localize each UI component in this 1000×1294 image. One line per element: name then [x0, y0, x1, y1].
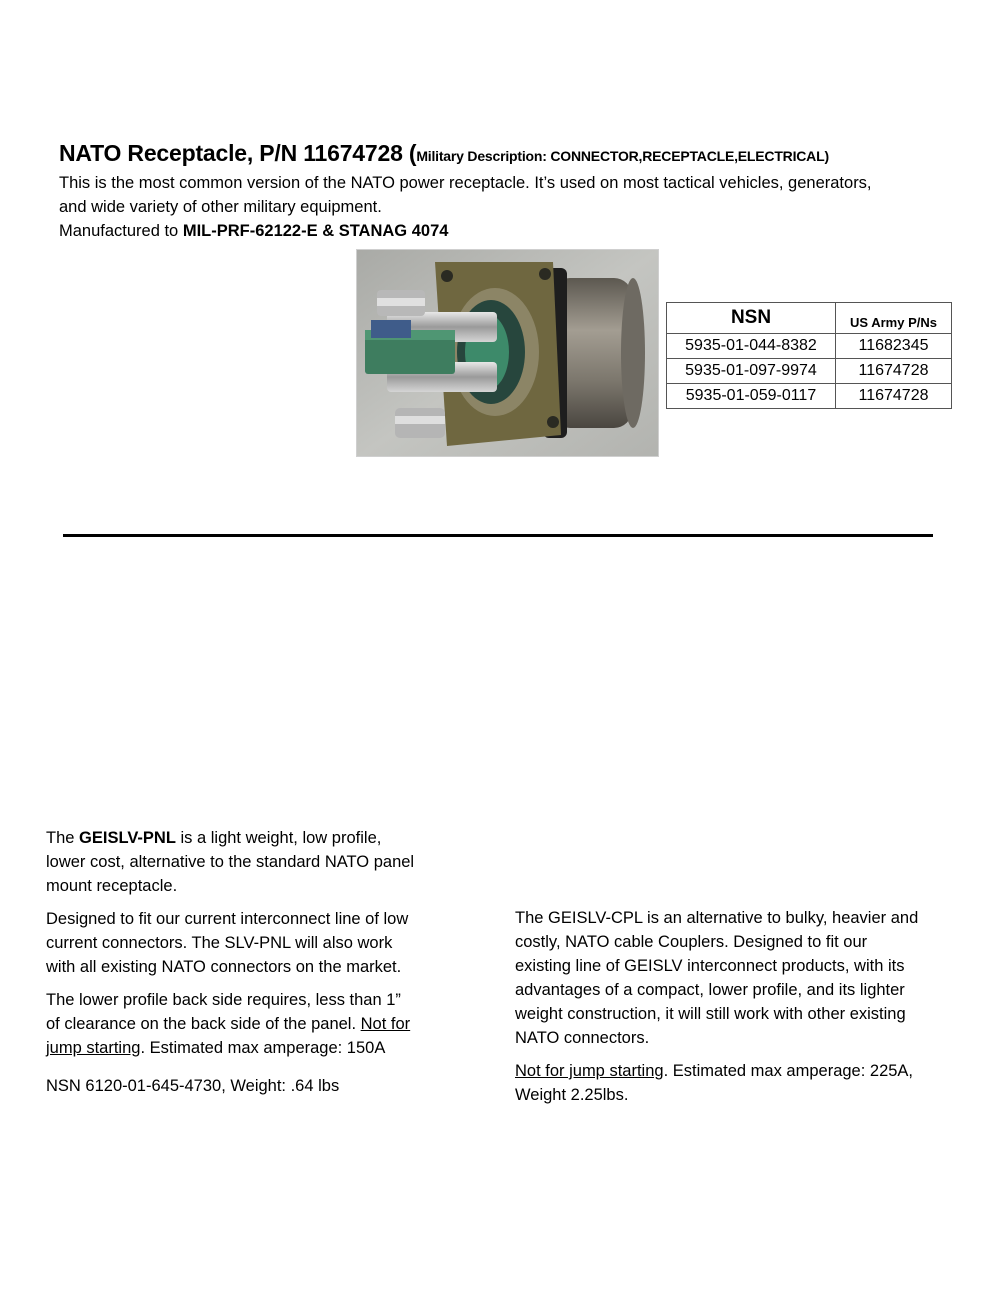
table-row — [667, 384, 952, 409]
army-pn-header: US Army P/Ns — [836, 303, 952, 334]
pnl-description — [46, 826, 416, 1107]
cpl-amperage-weight: . Estimated max amperage: 225A, Weight 2.25lbs. — [515, 1062, 914, 1104]
title-main: NATO Receptacle, P/N 11674728 ( — [59, 140, 417, 166]
nsn-cell: 5935-01-059-0117 — [667, 384, 836, 409]
pnl-paragraph-2: Designed to fit our current interconnect line of low current connectors. The SLV-PNL will also work with all existing NATO connectors on the market. — [46, 910, 409, 976]
nsn-cell: 5935-01-044-8382 — [667, 334, 836, 359]
receptacle-photo — [356, 249, 659, 457]
nsn-cell: 5935-01-097-9974 — [667, 359, 836, 384]
pnl-paragraph-1 — [46, 826, 416, 898]
army-pn-cell: 11674728 — [836, 359, 952, 384]
pnl-p1-prefix: The — [46, 829, 80, 847]
section-divider — [63, 534, 933, 537]
intro-text — [59, 171, 889, 243]
manufactured-spec: MIL-PRF-62122-E & STANAG 4074 — [182, 222, 449, 240]
intro-description: This is the most common version of the NATO power receptacle. It’s used on most tactical vehicles, generators, and wide variety of other military equipment. — [59, 174, 872, 216]
nato-receptacle-image — [357, 250, 659, 457]
military-description: Military Description: CONNECTOR,RECEPTACLE,ELECTRICAL) — [416, 148, 829, 164]
pnl-p3-text: The lower profile back side requires, less than 1” of clearance on the back side of the panel. — [46, 991, 401, 1033]
cpl-description — [515, 906, 925, 1116]
nsn-header: NSN — [667, 303, 836, 334]
pnl-paragraph-3 — [46, 988, 416, 1060]
page-title — [59, 140, 829, 167]
pnl-nsn-weight: NSN 6120-01-645-4730, Weight: .64 lbs — [46, 1077, 340, 1095]
pnl-amperage: . Estimated max amperage: 150A — [140, 1039, 386, 1057]
cpl-paragraph-1: The GEISLV-CPL is an alternative to bulky, heavier and costly, NATO cable Couplers. Designed to fit our existing line of GEISLV interconnect products, with its advantages of a compact, lower profile, and its lighter weight construction, it will still work with other existing NATO connectors. — [515, 909, 919, 1047]
table-row — [667, 359, 952, 384]
cpl-paragraph-2 — [515, 1059, 925, 1107]
army-pn-cell: 11682345 — [836, 334, 952, 359]
table-row — [667, 334, 952, 359]
nsn-table — [666, 302, 952, 409]
manufactured-prefix: Manufactured to — [59, 222, 183, 240]
intro-manufactured — [59, 219, 889, 243]
pnl-p1-suffix: is a light weight, low profile, lower cost, alternative to the standard NATO panel mount receptacle. — [46, 829, 415, 895]
pnl-product-name: GEISLV-PNL — [79, 829, 176, 847]
cpl-jump-warning: Not for jump starting — [515, 1062, 664, 1080]
table-header-row — [667, 303, 952, 334]
pnl-jump-warning: Not for jump starting — [46, 1015, 411, 1057]
army-pn-cell: 11674728 — [836, 384, 952, 409]
